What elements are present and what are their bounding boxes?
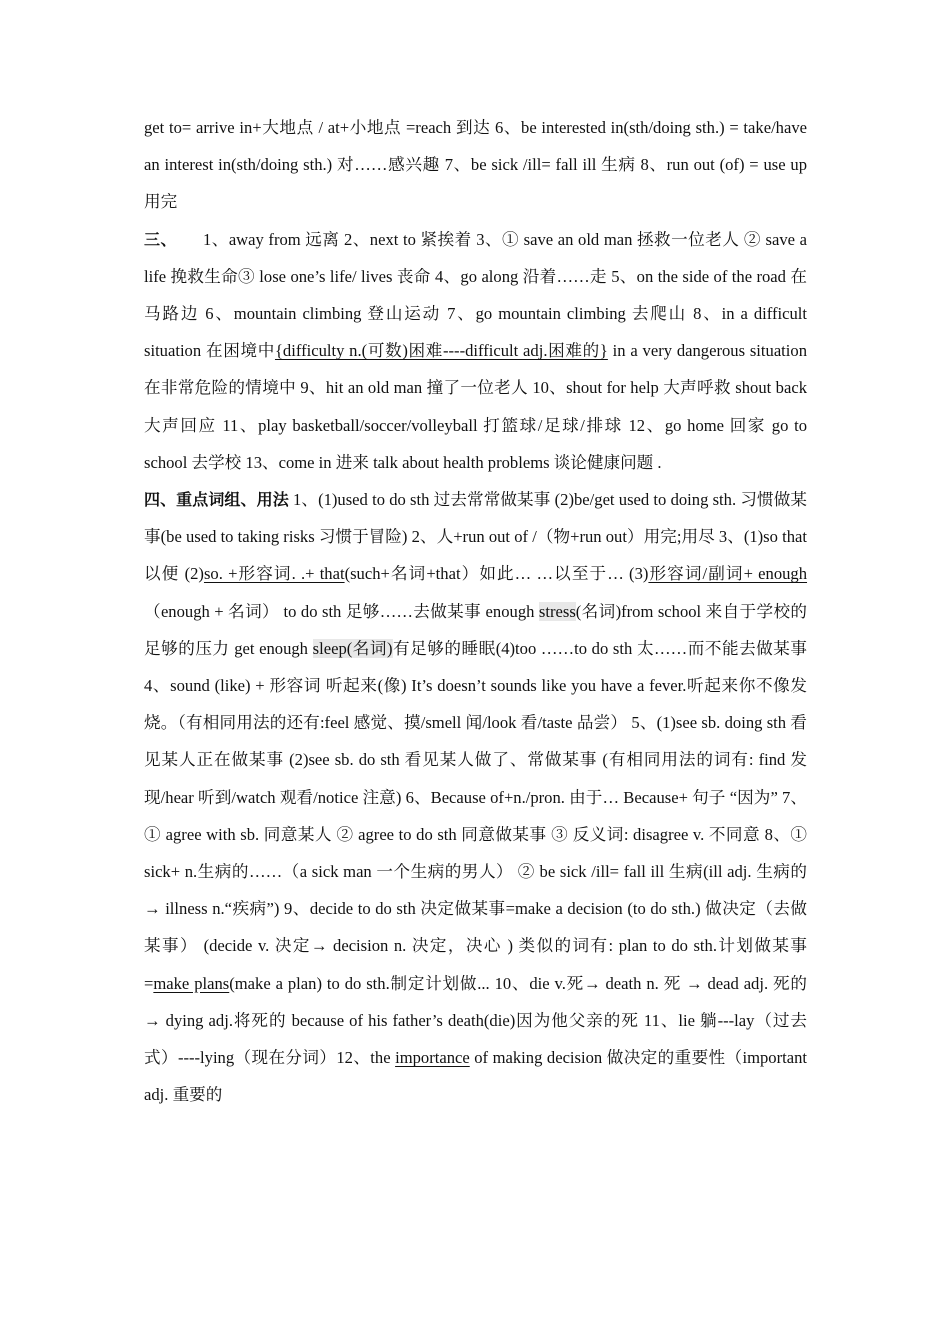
underlined-phrase: so. +形容词. .+ that xyxy=(203,564,345,584)
document-page xyxy=(144,109,807,1113)
paragraph-text: 1、away from 远离 2、next to 紧挨着 3、① save an old man 拯救一位老人 ② save a life 挽救生命③ lose one’s life/ lives 丧命 4、go along 沿着……走 5、on the side of the road 在马路边 6、mountain climbing 登山运动 7、go mountain climbing 去爬山 8、in a difficult situation 在困境中 xyxy=(144,229,807,361)
underlined-phrase: make plans xyxy=(153,973,230,993)
section-three-heading: 三、 xyxy=(144,229,169,249)
underlined-note: {difficulty n.(可数)困难----difficult adj.困难的} xyxy=(274,341,608,361)
paragraph-text: 有足够的睡眠(4)too ……to do sth 太……而不能去做某事 4、sound (like) + 形容词 听起来(像) It’s doesn’t sounds like you have a fever.听起来你不像发烧。（有相同用法的还有:feel 感觉、摸/smell 闻/look 看/taste 品尝） 5、(1)see sb. doing sth 看见某人正在做某事 (2)see sb. do sth 看见某人做了、常做某事 (有相同用法的词有: find 发现/hear 听到/watch 观看/notice 注意) 6、Because of+n./pron. 由于… Because+ 句子 “因为” 7、① agree with sb. 同意某人 ② agree to do sth 同意做某事 ③ 反义词: disagree v. 不同意 8、① sick+ n.生病的……（a sick man 一个生病的男人） ② be sick /ill= fall ill 生病(ill adj. 生病的 → illness n.“疾病”) 9、decide to do sth 决定做某事=make a decision (to do sth.) 做决定（去做某事） (decide v. 决定→ decision n. 决定，决心 ) 类似的词有: plan to do sth.计划做某事= xyxy=(144,638,807,993)
paragraph-text: get to= arrive in+大地点 / at+小地点 =reach 到达 6、be interested in(sth/doing sth.) = take/have an interest in(sth/doing sth.) 对……感兴趣 7、be sick /ill= fall ill 生病 8、run out (of) = use up 用完 xyxy=(144,118,807,212)
underlined-word: importance xyxy=(395,1048,470,1068)
highlighted-word: stress xyxy=(538,601,576,621)
paragraph-text: (名词)from school 来自于学校的足够的压力 get enough xyxy=(144,601,807,658)
section-four-heading: 四、重点词组、用法 xyxy=(144,490,289,510)
section-three-paragraph xyxy=(144,221,807,481)
paragraph-text: (make a plan) to do sth.制定计划做... 10、die v.死→ death n. 死 → dead adj. 死的 → dying adj.将死的 because of his father’s death(die)因为他父亲的死 11、lie 躺---lay（过去式）----lying（现在分词）12、the xyxy=(144,973,807,1068)
paragraph-text: (such+名词+that）如此… …以至于… (3) xyxy=(344,564,649,584)
highlighted-word: sleep(名词) xyxy=(312,638,393,658)
paragraph-text: 1、(1)used to do sth 过去常常做某事 (2)be/get used to doing sth. 习惯做某事(be used to taking risks 习惯于冒险) 2、人+run out of /（物+run out）用完;用尽 3、(1)so that 以便 (2) xyxy=(144,490,807,584)
paragraph-text: in a very dangerous situation 在非常危险的情境中 9、hit an old man 撞了一位老人 10、shout for help 大声呼救 shout back 大声回应 11、play basketball/soccer/volleyball 打篮球/足球/排球 12、go home 回家 go to school 去学校 13、come in 进来 talk about health problems 谈论健康问题 . xyxy=(144,341,807,472)
paragraph-text: of making decision 做决定的重要性（important adj. 重要的 xyxy=(144,1048,807,1105)
underlined-phrase: 形容词/副词+ enough xyxy=(648,564,808,584)
paragraph-text: （enough + 名词） to do sth 足够……去做某事 enough xyxy=(144,601,539,621)
section-four-paragraph xyxy=(144,481,807,1113)
vocab-paragraph-continued xyxy=(144,109,807,221)
